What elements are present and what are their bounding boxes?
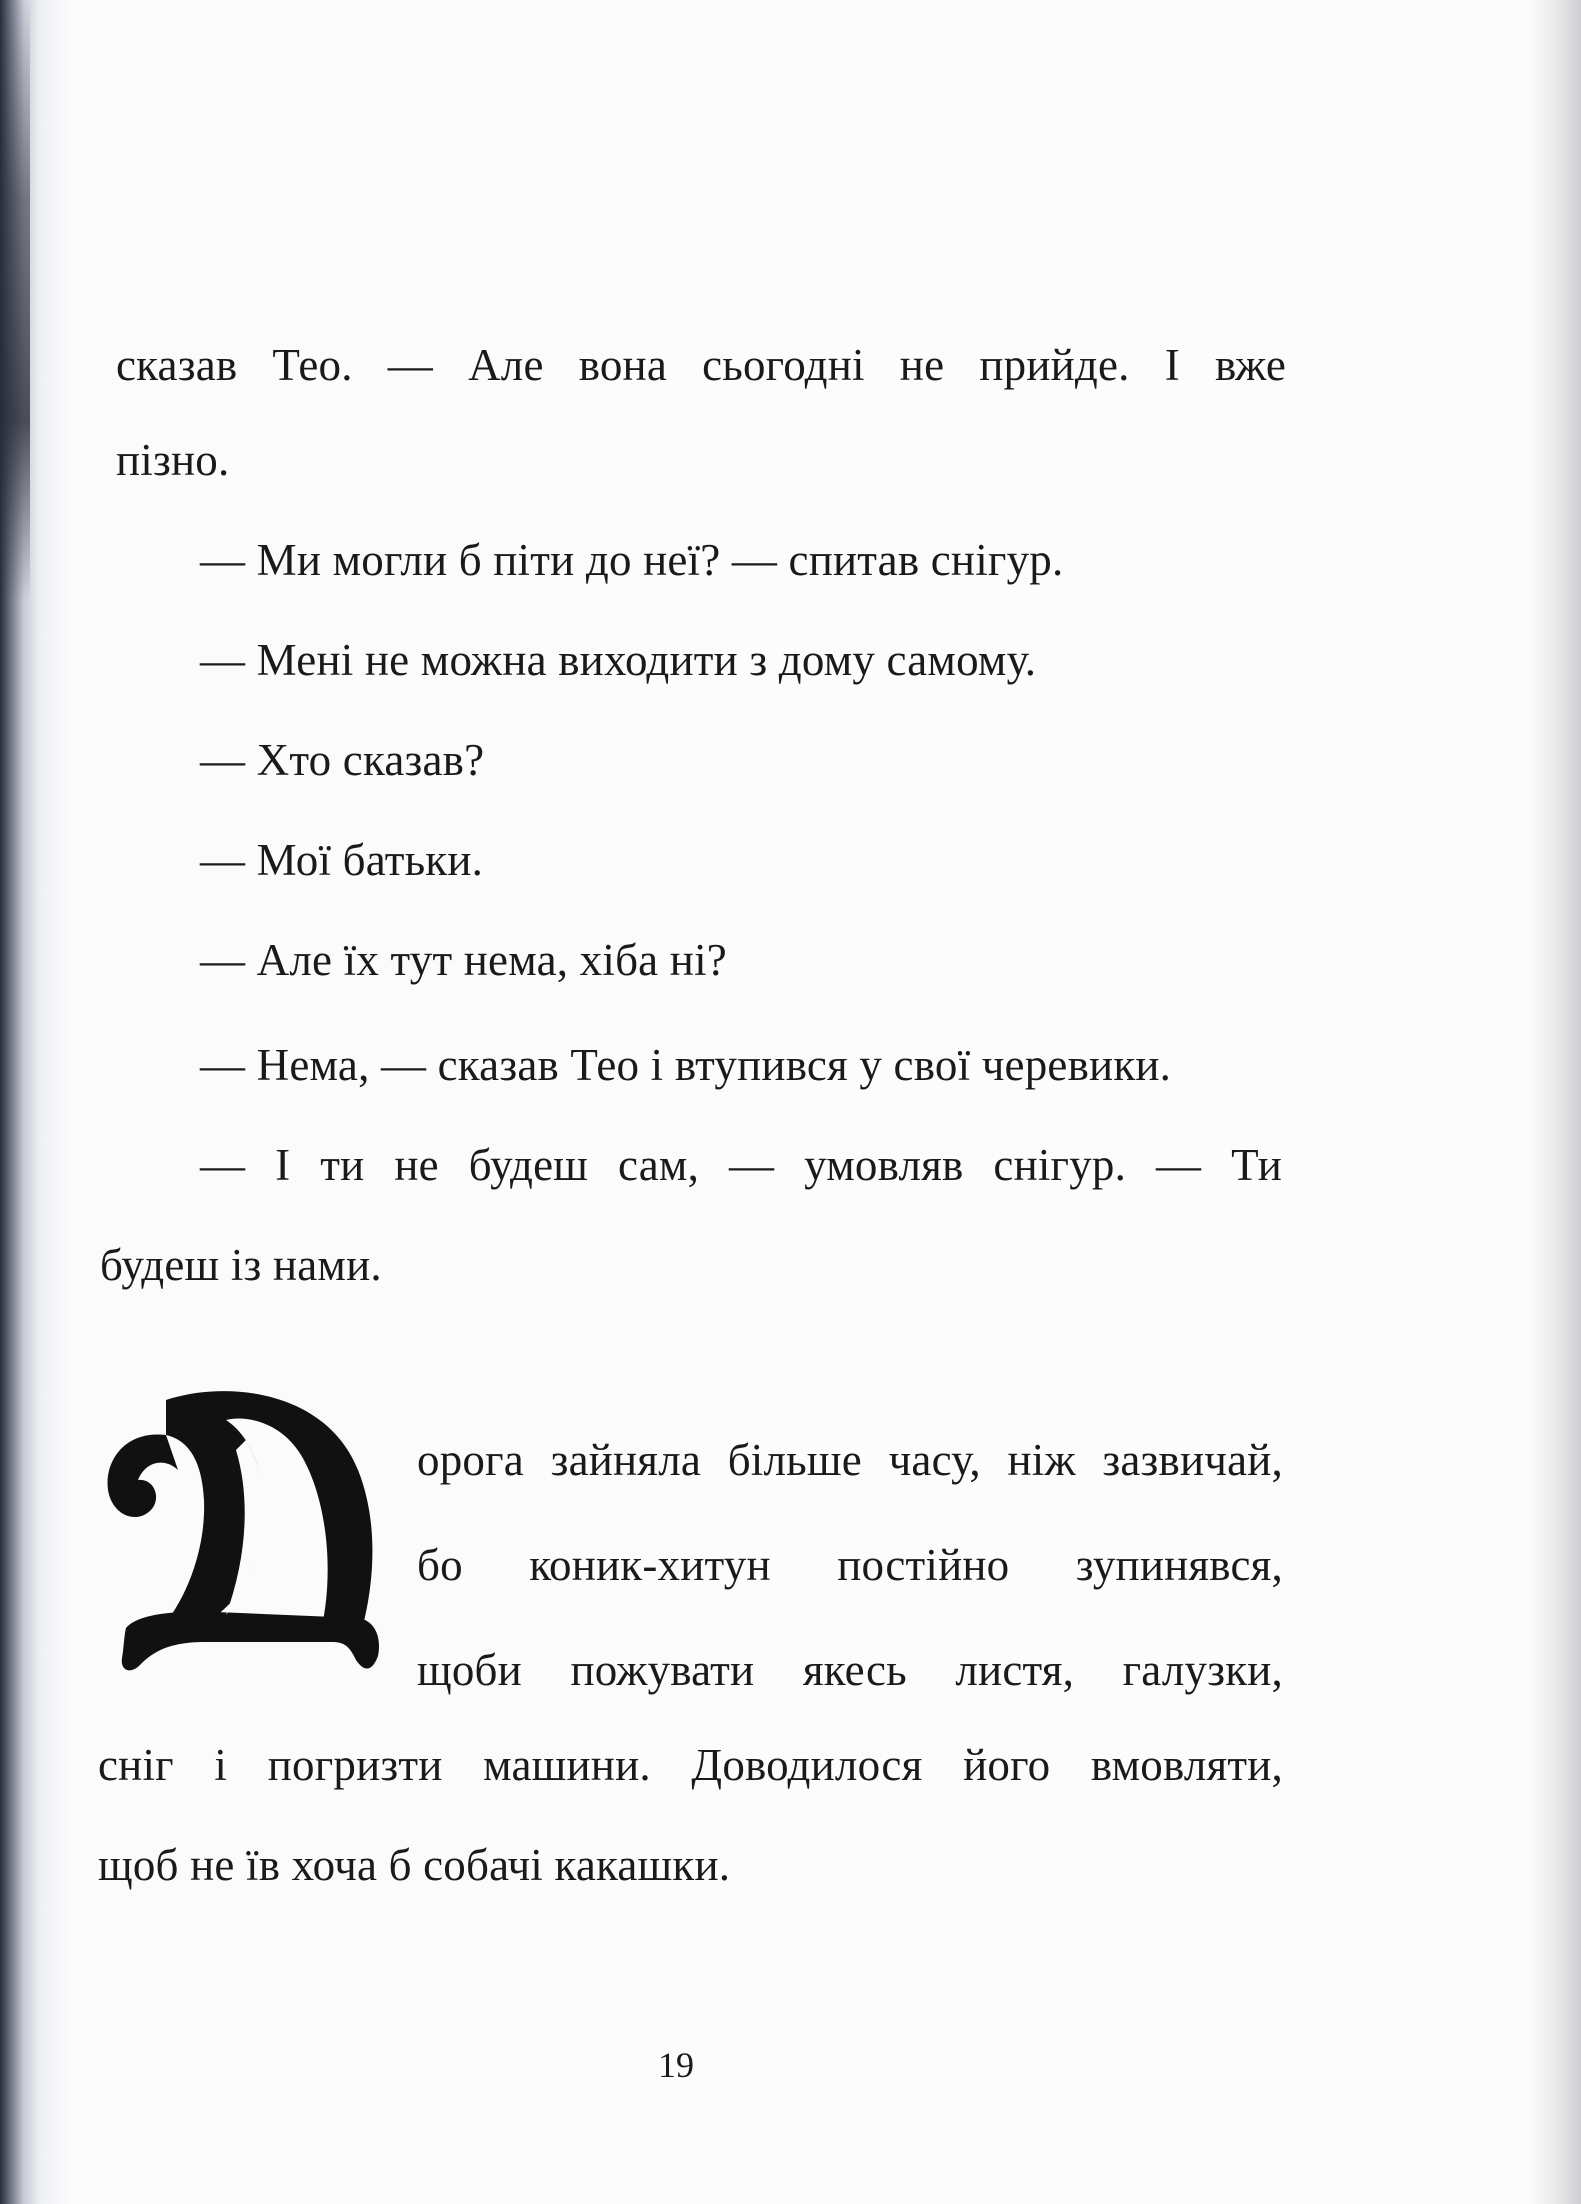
drop-cap xyxy=(96,1380,396,1680)
text-line: бо коник-хитун постійно зупинявся, xyxy=(417,1540,1283,1590)
text-line: орога зайняла більше часу, ніж зазвичай, xyxy=(417,1435,1283,1485)
text-line: сніг і погризти машини. Доводилося його вмовляти, xyxy=(98,1740,1283,1790)
dialogue-line: — Мені не можна виходити з дому самому. xyxy=(200,635,1037,685)
dialogue-line: — Але їх тут нема, хіба ні? xyxy=(200,935,727,985)
text-line: сказав Тео. — Але вона сьогодні не прийде. І вже xyxy=(116,340,1286,390)
page-number: 19 xyxy=(658,2045,694,2085)
text-line: пізно. xyxy=(116,435,230,485)
text-line: щоб не їв хоча б собачі какашки. xyxy=(98,1840,731,1890)
text-line: будеш із нами. xyxy=(100,1240,382,1290)
text-line: щоби пожувати якесь листя, галузки, xyxy=(417,1645,1283,1695)
dialogue-line: — Нема, — сказав Тео і втупився у свої черевики. xyxy=(200,1040,1172,1090)
dialogue-line: — І ти не будеш сам, — умовляв снігур. — Ти xyxy=(200,1140,1282,1190)
drop-cap-letter-d-icon xyxy=(96,1380,396,1680)
dialogue-line: — Мої батьки. xyxy=(200,835,484,885)
dialogue-line: — Ми могли б піти до неї? — спитав снігур. xyxy=(200,535,1064,585)
dialogue-line: — Хто сказав? xyxy=(200,735,485,785)
binding-shadow xyxy=(0,0,30,600)
